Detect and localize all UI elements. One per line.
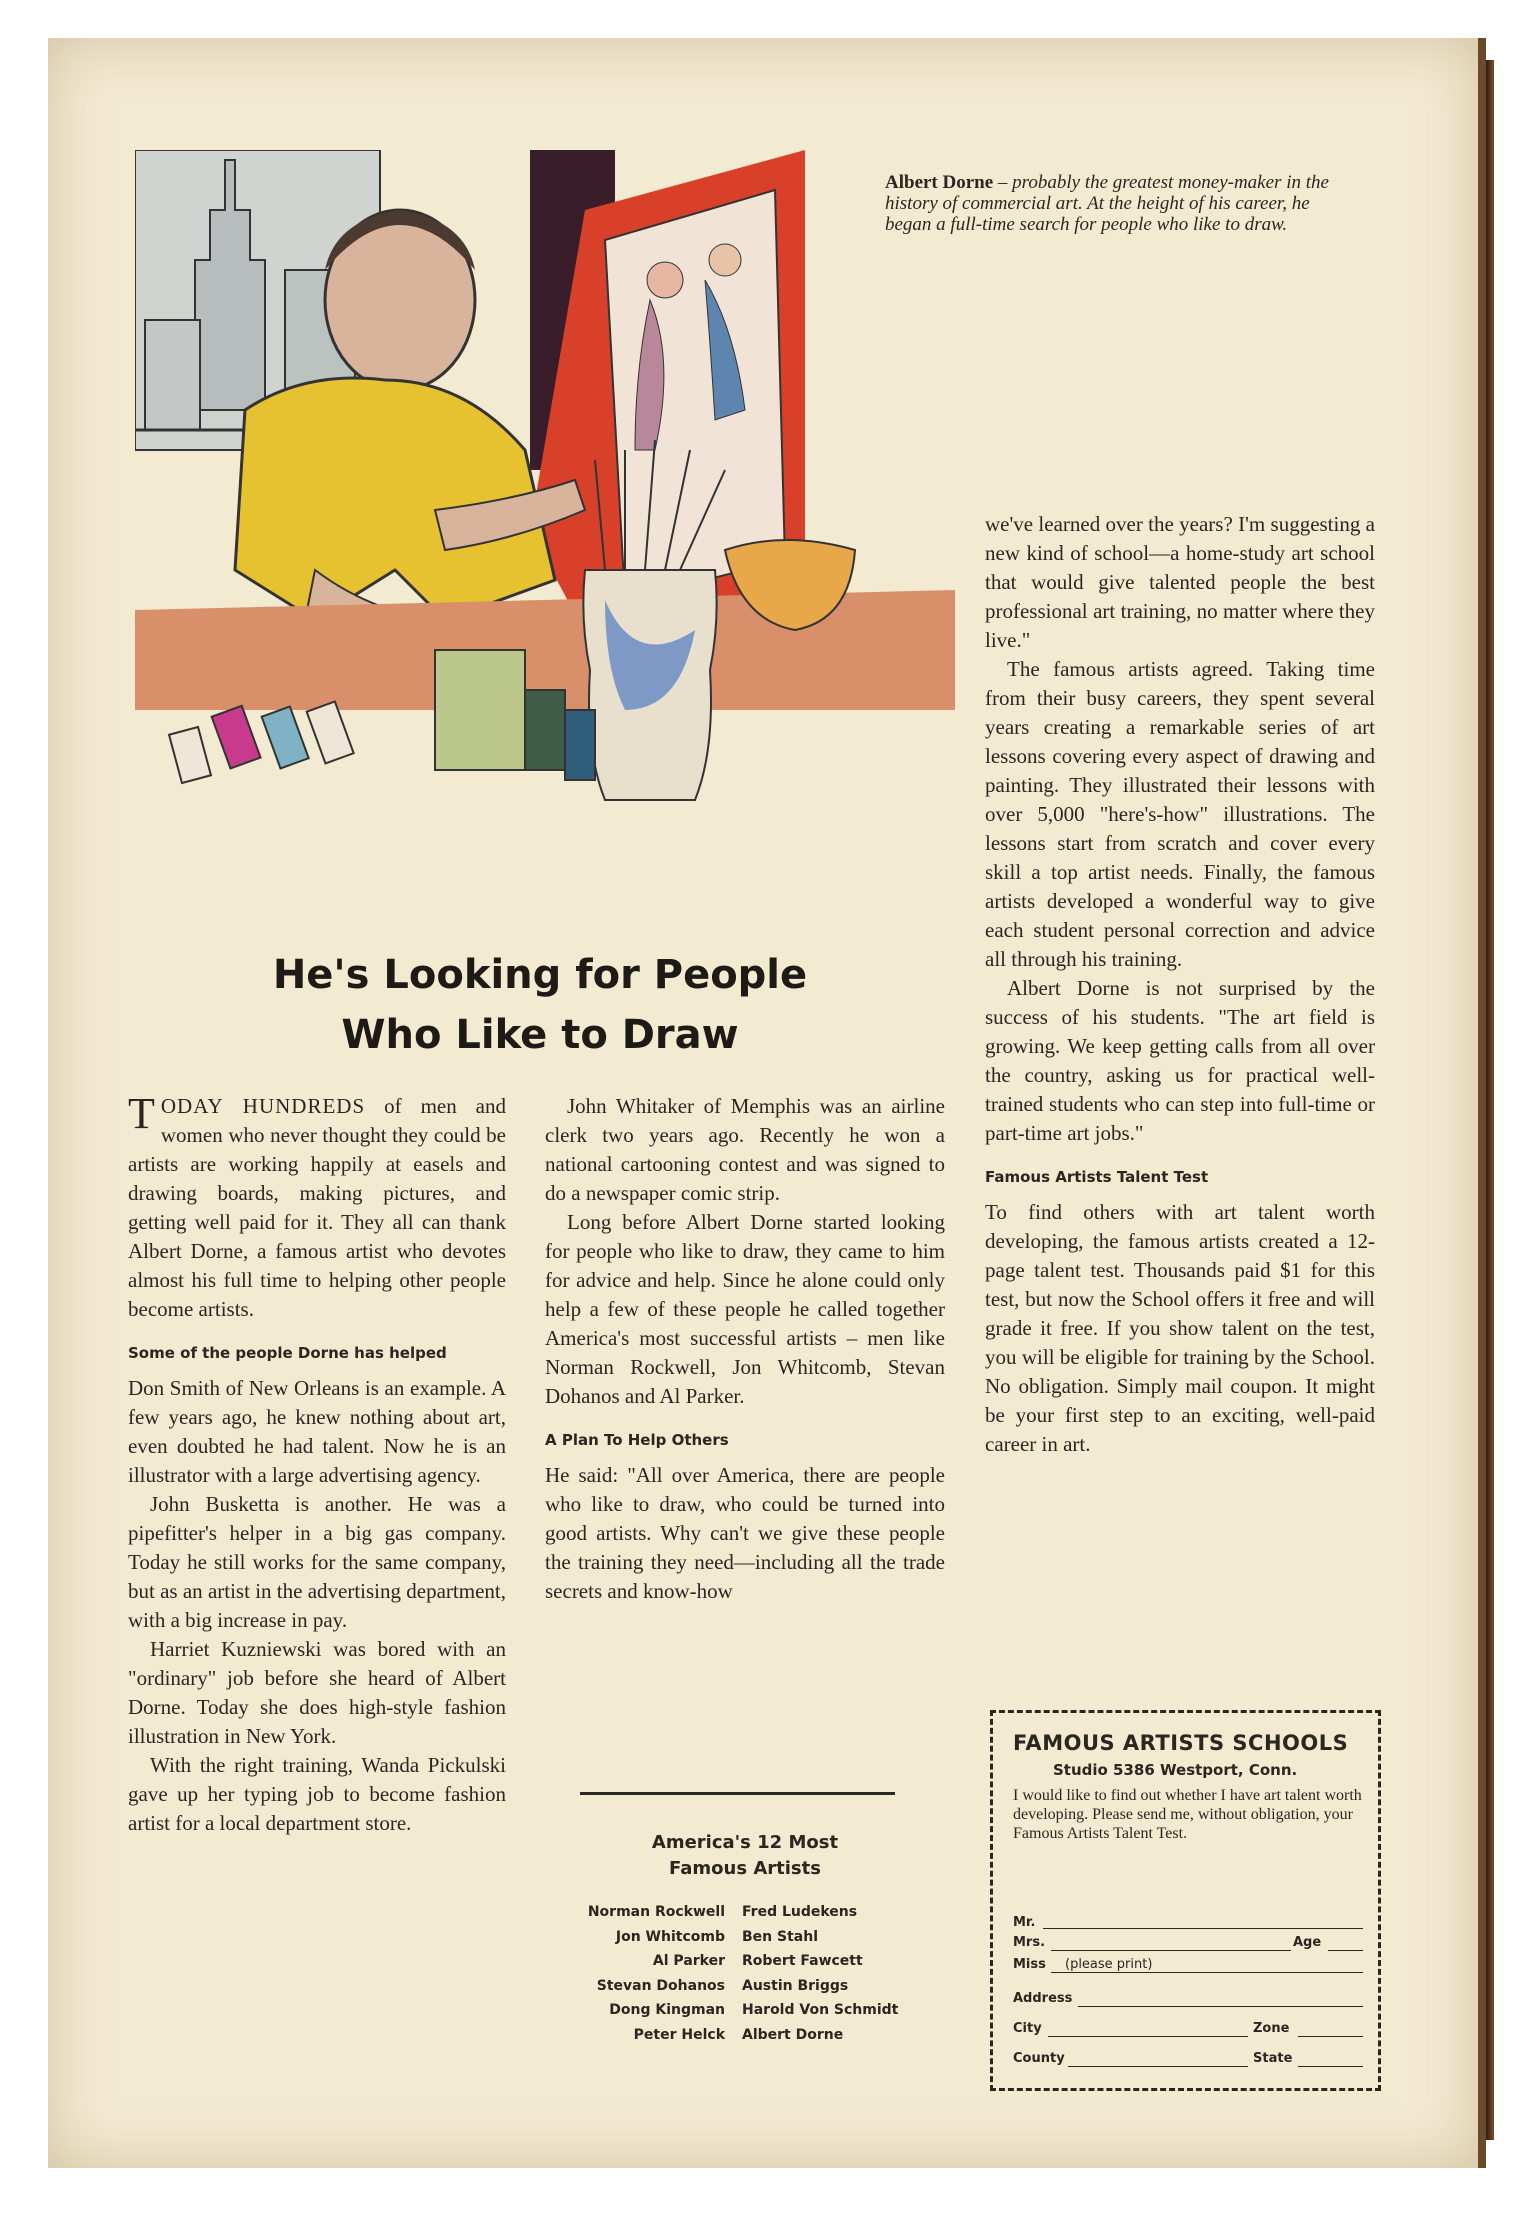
field-label-mr: Mr. (1013, 1915, 1036, 1930)
artist-name: Ben Stahl (742, 1928, 818, 1945)
headline (190, 945, 890, 1065)
paragraph: Don Smith of New Orleans is an example. A few years ago, he knew nothing about art, even doubted he had talent. Now he is an illustrator with a large advertising agency. (128, 1376, 506, 1487)
zone-line[interactable] (1298, 2036, 1363, 2037)
artist-name: Al Parker (652, 1953, 725, 1969)
paragraph: The famous artists agreed. Taking time from their busy careers, they spent several years creating a remarkable series of art lessons covering every aspect of drawing and painting. They illustrated their lessons with over 5,000 "here's-how" illustrations. The lessons start from scratch and cover every skill a top artist needs. Finally, the famous artists developed a wonderful way to give each student personal correction and advice all through his training. (985, 657, 1375, 971)
headline-line-1: He's Looking for People (272, 952, 808, 998)
paragraph: He said: "All over America, there are people who like to draw, who could be turned into good artists. Why can't we give these people the training they need—including all the trade secrets and know-how (545, 1463, 945, 1603)
paragraph: To find others with art talent worth developing, the famous artists created a 12-page talent test. Thousands paid $1 for this test, but now the School offers it free and will grade it free. If you show talent on the test, you will be eligible for training by the School. No obligation. Simply mail coupon. It might be your first step to an exciting, well-paid career in art. (985, 1200, 1375, 1456)
mail-coupon[interactable] (990, 1710, 1381, 2091)
column-2 (545, 1092, 945, 1606)
field-label-miss: Miss (1013, 1957, 1046, 1972)
artist-name: Harold Von Schmidt (742, 2002, 899, 2018)
field-label-county: County (1013, 2051, 1065, 2066)
column-3 (985, 510, 1375, 1459)
coupon-studio: Studio 5386 Westport, Conn. (1053, 1761, 1298, 1779)
artist-name: Robert Fawcett (742, 1953, 863, 1969)
drop-cap: T (128, 1089, 155, 1138)
column-1 (128, 1089, 506, 1838)
divider-rule (580, 1792, 895, 1795)
caption-name: Albert Dorne (885, 172, 994, 193)
paragraph: Long before Albert Dorne started looking for people who like to draw, they came to him for advice and help. Since he alone could only help a few of these people he called together America's most successful artists – men like Norman Rockwell, Jon Whitcomb, Stevan Dohanos and Al Parker. (545, 1210, 945, 1408)
name-line-mrs[interactable] (1051, 1950, 1291, 1951)
paragraph: John Busketta is another. He was a pipefitter's helper in a big gas company. Today he still works for the same company, but as an artist in the advertising department, with a big increase in pay. (128, 1492, 506, 1632)
field-label-zone: Zone (1253, 2021, 1290, 2036)
paragraph: John Whitaker of Memphis was an airline clerk two years ago. Recently he won a national cartooning contest and was signed to do a newspaper comic strip. (545, 1094, 945, 1205)
field-label-age: Age (1293, 1935, 1322, 1950)
name-line-mr[interactable] (1043, 1928, 1363, 1929)
artist-name: Albert Dorne (742, 2026, 844, 2043)
subhead-people-helped: Some of the people Dorne has helped (128, 1344, 447, 1362)
age-line[interactable] (1328, 1950, 1363, 1951)
field-label-state: State (1253, 2051, 1293, 2066)
caption-text: – probably the greatest money-maker in the history of commercial art. At the height of his career, he began a full-time search for people who like to draw. (885, 172, 1329, 235)
field-label-address: Address (1013, 1991, 1073, 2006)
artist-name: Austin Briggs (742, 1977, 849, 1994)
county-line[interactable] (1068, 2066, 1248, 2067)
artist-name: Dong Kingman (609, 2002, 725, 2018)
artist-name: Peter Helck (633, 2026, 725, 2043)
city-line[interactable] (1048, 2036, 1248, 2037)
subhead-talent-test: Famous Artists Talent Test (985, 1168, 1209, 1186)
artist-name: Stevan Dohanos (596, 1977, 725, 1994)
artists-list-title: America's 12 Most Famous Artists (651, 1832, 839, 1879)
address-line[interactable] (1078, 2006, 1363, 2007)
artist-name: Fred Ludekens (742, 1904, 858, 1920)
paragraph: we've learned over the years? I'm suggesting a new kind of school—a home-study art school that would give talented people the best professional art training, no matter where they live." (985, 512, 1375, 652)
illustration-caption (885, 172, 1355, 235)
field-label-mrs: Mrs. (1013, 1935, 1046, 1950)
paragraph: Albert Dorne is not surprised by the success of his students. "The art field is growing. We keep getting calls from all over the country, asking us for practical well-trained students who can step into full-time or part-time art jobs." (985, 976, 1375, 1145)
lead-caps: ODAY HUNDREDS (160, 1094, 366, 1118)
artist-name: Jon Whitcomb (615, 1928, 725, 1945)
paragraph: With the right training, Wanda Pickulski gave up her typing job to become fashion artist for a local department store. (128, 1753, 506, 1835)
paragraph: Harriet Kuzniewski was bored with an "ordinary" job before she heard of Albert Dorne. Today she does high-style fashion illustration in New York. (128, 1637, 506, 1748)
artist-name: Norman Rockwell (587, 1904, 725, 1920)
subhead-plan: A Plan To Help Others (545, 1431, 729, 1449)
please-print-note: (please print) (1065, 1957, 1153, 1972)
state-line[interactable] (1298, 2066, 1363, 2067)
coupon-body: I would like to find out whether I have art talent worth developing. Please send me, without obligation, your Famous Artists Talent Test. (1013, 1787, 1362, 1842)
intro-paragraph: TODAY HUNDREDS of men and women who never thought they could be artists are working happily at easels and drawing boards, making pictures, and getting well paid for it. They all can thank Albert Dorne, a famous artist who devotes almost his full time to helping other people become artists. (128, 1089, 506, 1321)
artist-illustration (135, 150, 955, 920)
headline-line-2: Who Like to Draw (341, 1012, 739, 1058)
coupon-title: FAMOUS ARTISTS SCHOOLS (1013, 1731, 1349, 1755)
name-line-miss[interactable] (1051, 1972, 1363, 1973)
field-label-city: City (1013, 2021, 1042, 2036)
